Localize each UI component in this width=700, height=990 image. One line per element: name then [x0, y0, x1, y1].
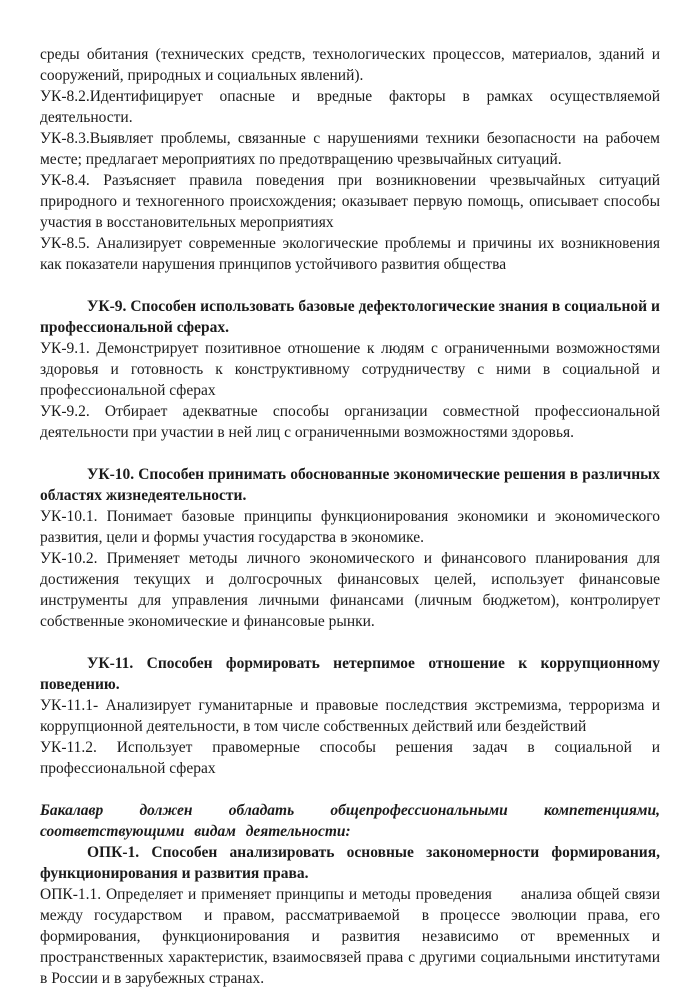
paragraph-uk-8-5: УК-8.5. Анализирует современные экологические проблемы и причины их возникновения как показатели нарушения принципов устойчивого развития общества [40, 235, 660, 273]
competency-heading-uk-11: УК-11. Способен формировать нетерпимое отношение к коррупционному поведению. [40, 655, 660, 693]
competency-heading-uk-10: УК-10. Способен принимать обоснованные экономические решения в различных областях жизнедеятельности. [40, 466, 660, 504]
paragraph-opk-1-1: ОПК-1.1. Определяет и применяет принципы и методы проведения анализа общей связи между государством и правом, рассматриваемой в процессе эволюции права, его формирования, функционирования и развития независимо от временных и пространственных характеристик, взаимосвязей права с другими социальными институтами в России и в зарубежных странах. [40, 886, 660, 987]
paragraph-uk-9-1: УК-9.1. Демонстрирует позитивное отношение к людям с ограниченными возможностями здоровья и готовность к конструктивному сотрудничеству с ними в социальной и профессиональной сферах [40, 340, 660, 399]
bachelor-lead-statement: Бакалавр должен обладать общепрофессиональными компетенциями, соответствующими видам деятельности: [40, 802, 660, 840]
competency-heading-opk-1: ОПК-1. Способен анализировать основные закономерности формирования, функционирования и развития права. [40, 844, 660, 882]
paragraph-uk-8-3: УК-8.3.Выявляет проблемы, связанные с нарушениями техники безопасности на рабочем месте; предлагает мероприятиях по предотвращению чрезвычайных ситуаций. [40, 130, 660, 168]
paragraph-uk-8-4: УК-8.4. Разъясняет правила поведения при возникновении чрезвычайных ситуаций природного и техногенного происхождения; оказывает первую помощь, описывает способы участия в восстановительных мероприятиях [40, 172, 660, 231]
paragraph-uk-10-1: УК-10.1. Понимает базовые принципы функционирования экономики и экономического развития, цели и формы участия государства в экономике. [40, 508, 660, 546]
paragraph-uk-11-1: УК-11.1- Анализирует гуманитарные и правовые последствия экстремизма, терроризма и коррупционной деятельности, в том числе собственных действий или бездействий [40, 697, 660, 735]
paragraph-uk-9-2: УК-9.2. Отбирает адекватные способы организации совместной профессиональной деятельности при участии в ней лиц с ограниченными возможностями здоровья. [40, 403, 660, 441]
paragraph-uk-8-2: УК-8.2.Идентифицирует опасные и вредные факторы в рамках осуществляемой деятельности. [40, 88, 660, 126]
paragraph-uk-10-2: УК-10.2. Применяет методы личного экономического и финансового планирования для достижения текущих и долгосрочных финансовых целей, использует финансовые инструменты для управления личными финансами (личным бюджетом), контролирует собственные экономические и финансовые рынки. [40, 550, 660, 630]
paragraph-uk-11-2: УК-11.2. Использует правомерные способы решения задач в социальной и профессиональной сферах [40, 739, 660, 777]
competency-heading-uk-9: УК-9. Способен использовать базовые дефектологические знания в социальной и профессиональной сферах. [40, 298, 660, 336]
paragraph-uk-8-1-continuation: среды обитания (технических средств, технологических процессов, материалов, зданий и сооружений, природных и социальных явлений). [40, 46, 660, 84]
